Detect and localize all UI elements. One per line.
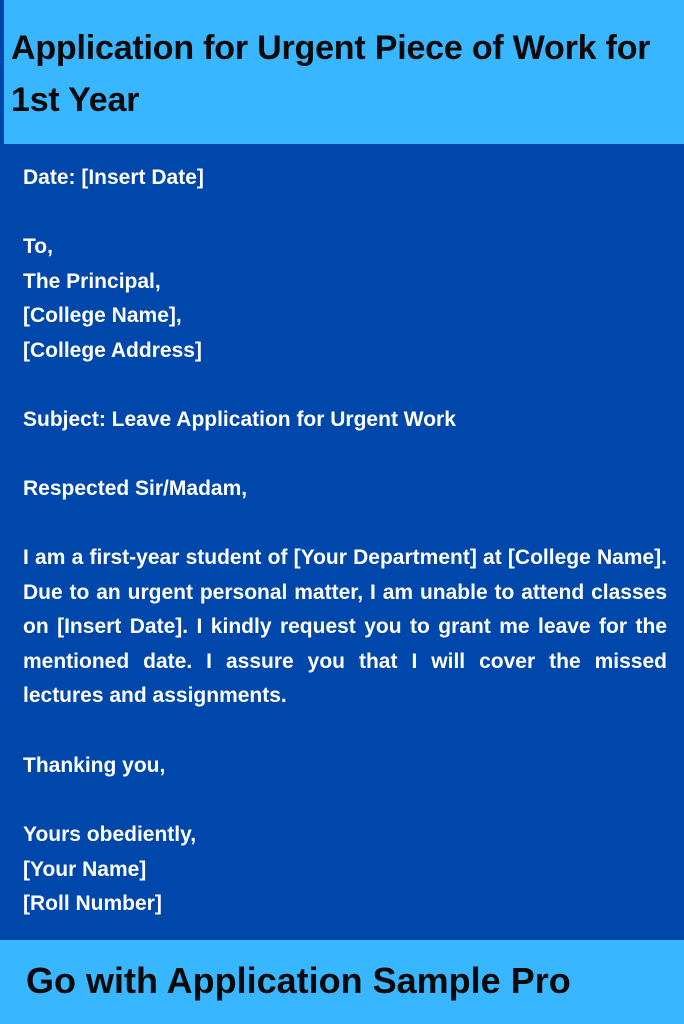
- title-banner: [0, 0, 684, 144]
- letter-panel: [0, 144, 684, 940]
- page-title: Application for Urgent Piece of Work for 1st Year: [11, 29, 651, 119]
- sender-name: [Your Name]: [23, 858, 147, 881]
- letter-subject: Subject: Leave Application for Urgent Work: [23, 408, 456, 431]
- recipient-college-name: [College Name],: [23, 304, 182, 327]
- letter-body: I am a first-year student of [Your Department] at [College Name]. Due to an urgent personal matter, I am unable to attend classes on [Insert Date]. I kindly request you to grant me leave for the mentioned date. I assure you that I will cover the missed lectures and assignments.: [23, 546, 667, 707]
- footer-banner: [0, 940, 684, 1024]
- letter-to: To,: [23, 235, 53, 258]
- recipient-title: The Principal,: [23, 270, 161, 293]
- letter-thanks: Thanking you,: [23, 754, 166, 777]
- letter-closing: Yours obediently,: [23, 823, 197, 846]
- letter-salutation: Respected Sir/Madam,: [23, 477, 248, 500]
- footer-tagline: Go with Application Sample Pro: [26, 960, 571, 1001]
- sender-roll-number: [Roll Number]: [23, 892, 162, 915]
- recipient-college-address: [College Address]: [23, 339, 202, 362]
- letter-date: Date: [Insert Date]: [23, 166, 204, 189]
